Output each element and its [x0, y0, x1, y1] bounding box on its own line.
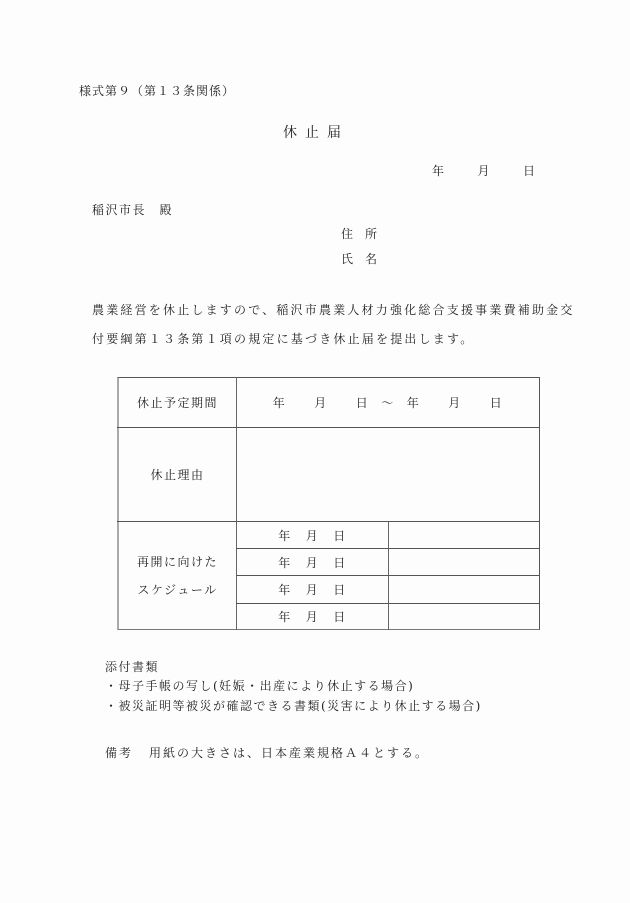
schedule-content-1[interactable] — [389, 522, 539, 548]
schedule-day: 日 — [333, 555, 347, 570]
schedule-date-2[interactable] — [237, 549, 388, 575]
schedule-label — [119, 522, 236, 629]
reason-field[interactable] — [237, 428, 539, 521]
address-label: 住所 — [341, 227, 390, 241]
reason-label: 休止理由 — [150, 468, 205, 482]
schedule-month: 月 — [305, 583, 320, 597]
schedule-year: 年 — [278, 583, 292, 597]
schedule-month: 月 — [305, 610, 320, 624]
schedule-date-3[interactable] — [237, 576, 388, 603]
schedule-year: 年 — [278, 555, 292, 570]
schedule-content-4[interactable] — [389, 604, 539, 629]
addressee: 稲沢市長 殿 — [92, 203, 174, 217]
schedule-year: 年 — [278, 610, 292, 624]
period-label: 休止予定期間 — [136, 396, 218, 410]
attachments-title: 添付書類 — [105, 660, 160, 674]
schedule-content-2[interactable] — [389, 549, 539, 575]
schedule-date-1[interactable] — [237, 522, 388, 548]
schedule-month: 月 — [305, 555, 320, 570]
date-day: 日 — [523, 164, 537, 178]
attachment-item: ・被災証明等被災が確認できる書類(災害により休止する場合) — [105, 699, 482, 713]
period-separator: ～ — [381, 396, 395, 410]
schedule-label-line-2: スケジュール — [137, 582, 218, 597]
schedule-day: 日 — [333, 610, 347, 624]
period-field[interactable] — [237, 378, 539, 427]
name-label: 氏名 — [341, 252, 390, 266]
schedule-content-3[interactable] — [389, 576, 539, 603]
period-start-day: 日 — [355, 396, 370, 410]
schedule-day: 日 — [333, 528, 347, 543]
schedule-day: 日 — [333, 583, 347, 597]
period-end-year: 年 — [406, 396, 421, 410]
note-text: 用紙の大きさは、日本産業規格Ａ４とする。 — [149, 746, 430, 760]
period-end-day: 日 — [489, 396, 504, 410]
form-number: 様式第９（第１３条関係） — [79, 84, 236, 98]
schedule-label-line-1: 再開に向けた — [136, 554, 218, 569]
schedule-date-4[interactable] — [237, 604, 388, 629]
submission-date — [432, 162, 537, 179]
date-year: 年 — [432, 164, 446, 178]
schedule-month: 月 — [305, 528, 320, 543]
body-text-line-1: 農業経営を休止しますので、稲沢市農業人材力強化総合支援事業費補助金交 — [92, 303, 575, 317]
note — [105, 744, 429, 761]
document-title: 休止届 — [283, 125, 349, 141]
period-start-year: 年 — [272, 396, 287, 410]
schedule-year: 年 — [278, 528, 292, 543]
note-label: 備考 — [105, 746, 134, 760]
date-month: 月 — [477, 164, 492, 178]
period-start-month: 月 — [314, 396, 328, 410]
period-end-month: 月 — [448, 396, 462, 410]
body-text-line-2: 付要綱第１３条第１項の規定に基づき休止届を提出します。 — [92, 332, 475, 346]
attachment-item: ・母子手帳の写し(妊娠・出産により休止する場合) — [105, 679, 415, 693]
